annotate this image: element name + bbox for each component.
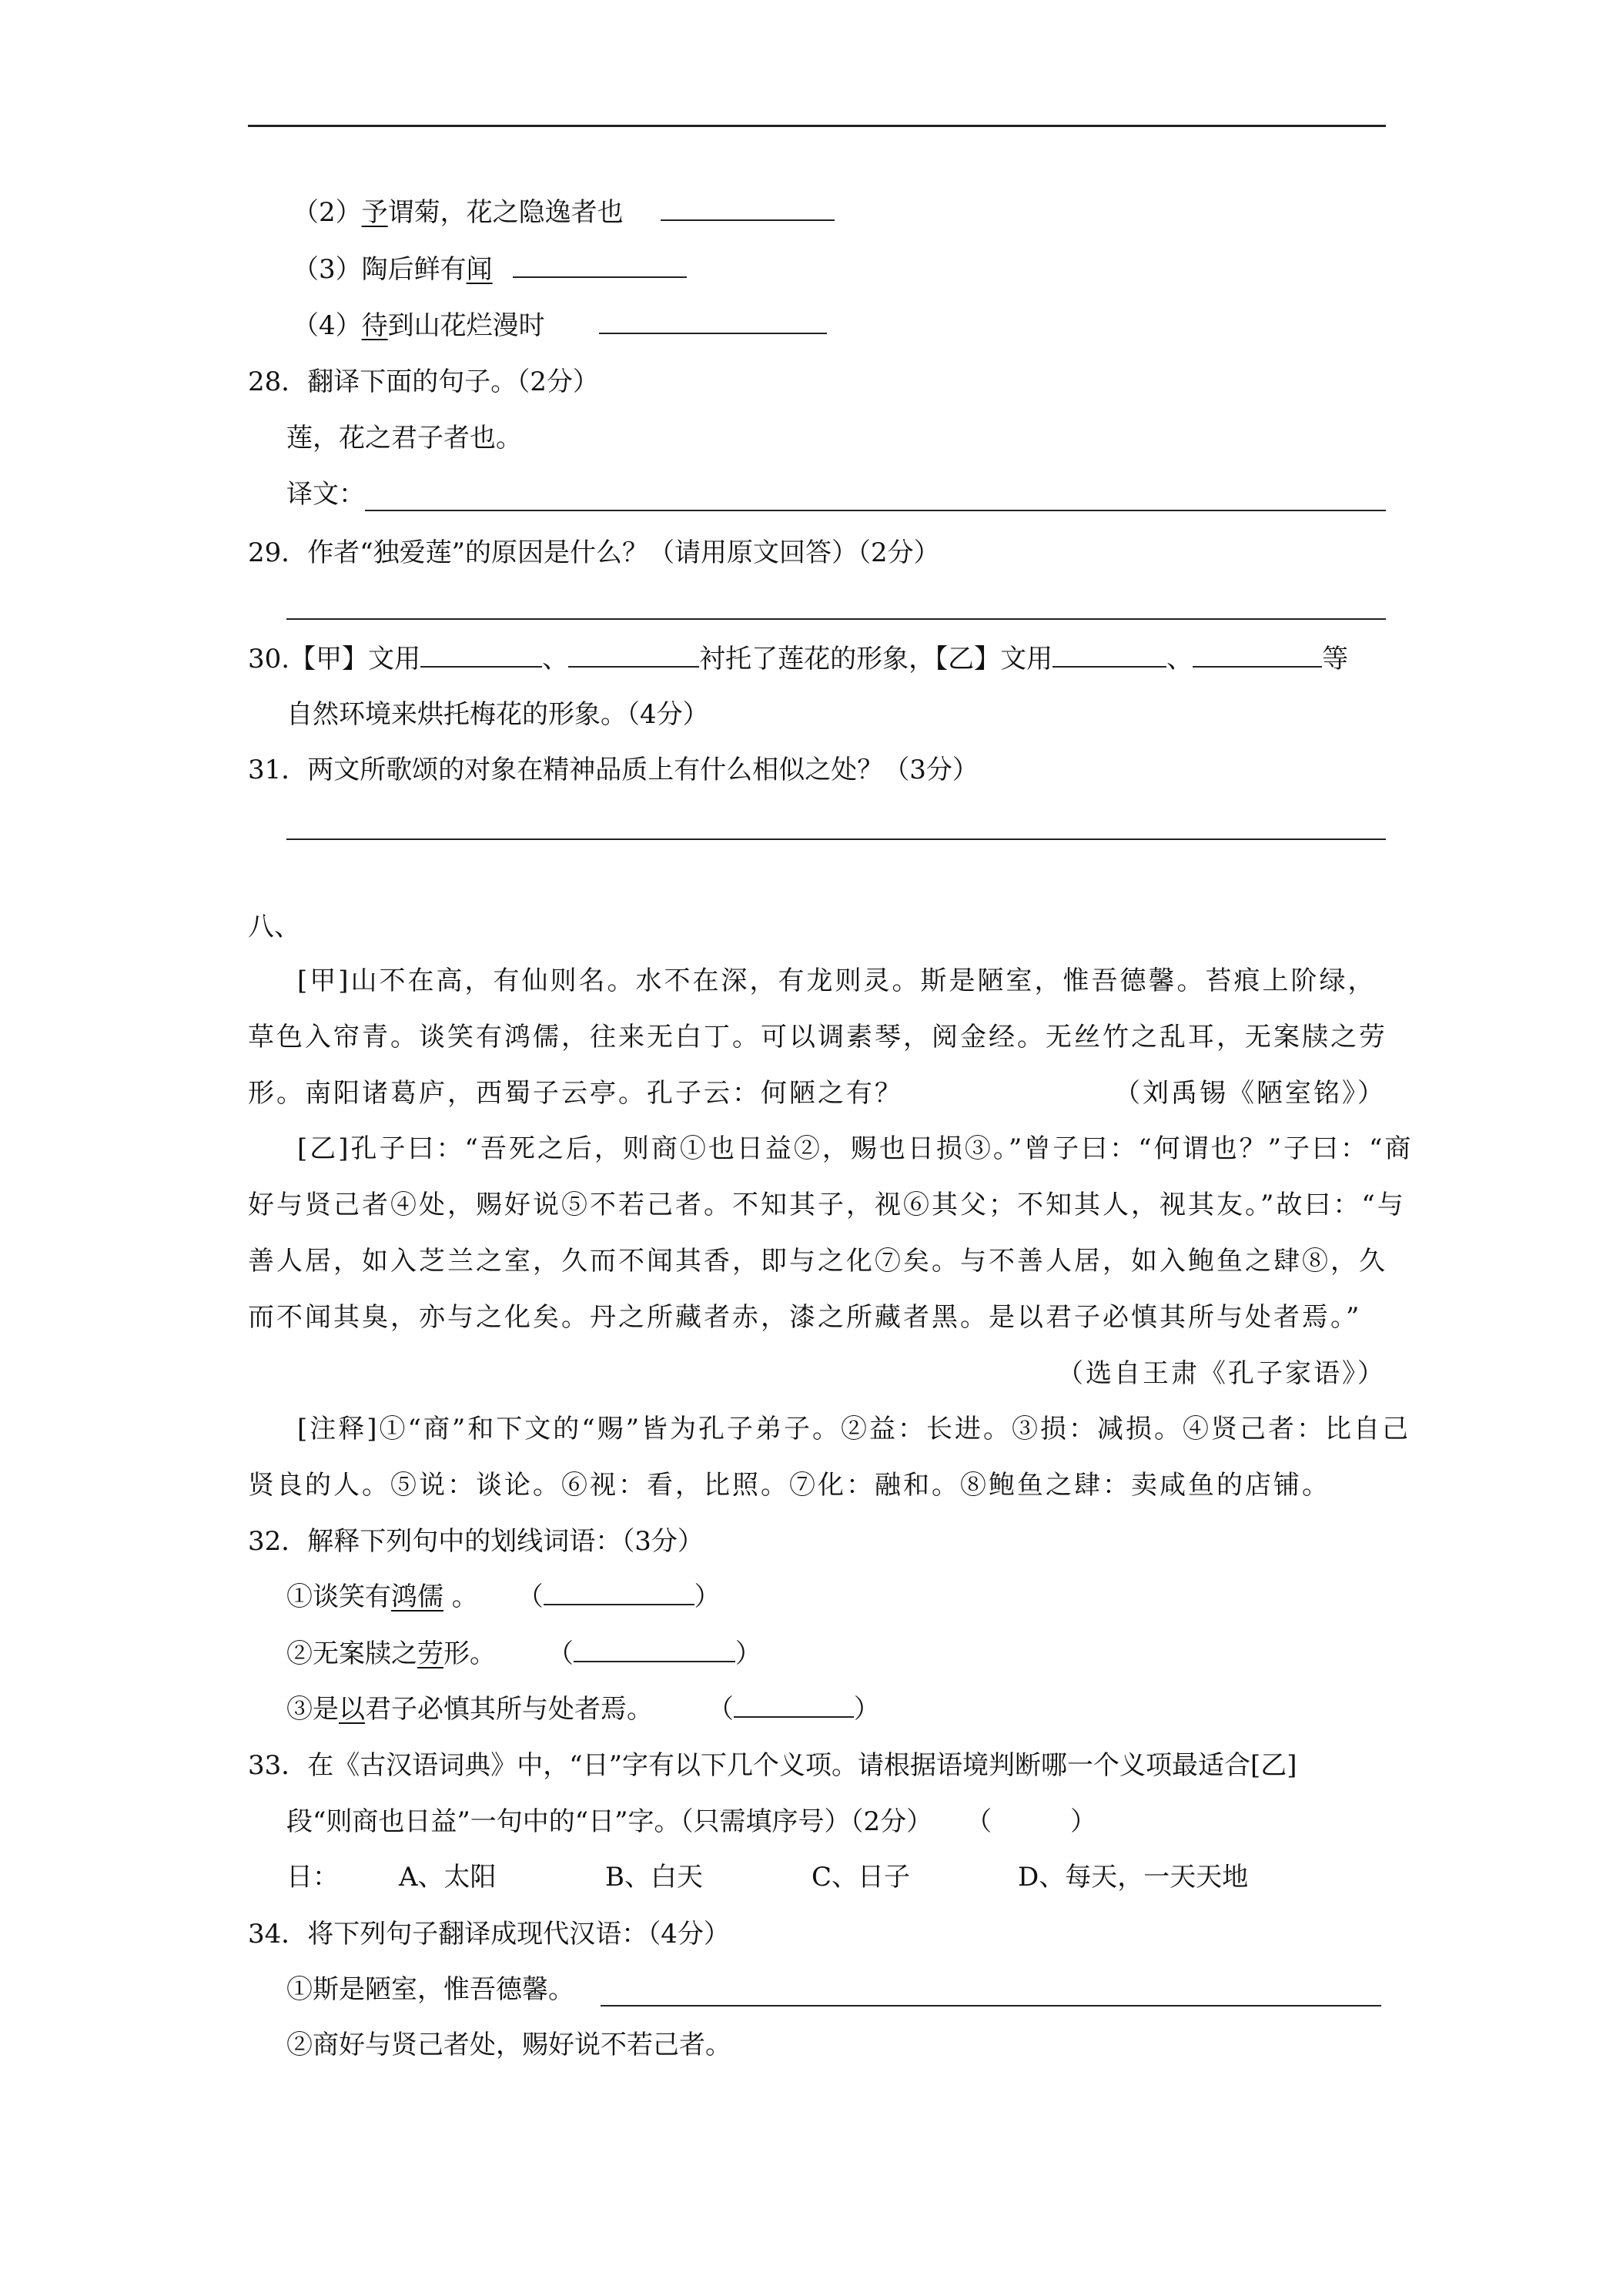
paren-close: ） xyxy=(735,1638,761,1669)
jia-line-2: 草色入帘青。谈笑有鸿儒，往来无白丁。可以调素琴，阅金经。无丝竹之乱耳，无案牍之劳 xyxy=(248,1022,1387,1053)
answer-blank[interactable] xyxy=(574,1638,735,1662)
q34-answer-line[interactable] xyxy=(601,2005,1381,2006)
q30-text: 等 xyxy=(1322,644,1349,674)
underlined-word: 鸿儒 xyxy=(391,1581,443,1612)
item-number: （3） xyxy=(293,254,362,285)
q32-item-1 xyxy=(286,1580,721,1614)
paren-open: （ xyxy=(517,1581,544,1612)
q29-answer-line[interactable] xyxy=(286,618,1386,620)
item-number: （4） xyxy=(293,310,362,341)
answer-blank[interactable] xyxy=(568,643,699,668)
item-text: 。 xyxy=(443,1581,478,1612)
notes-line-2: 贤良的人。⑤说：谈论。⑥视：看，比照。⑦化：融和。⑧鲍鱼之肆：卖咸鱼的店铺。 xyxy=(248,1470,1330,1501)
item-text: 形。 xyxy=(443,1638,496,1669)
jia-source: （刘禹锡《陋室铭》） xyxy=(1114,1078,1386,1109)
answer-blank[interactable] xyxy=(1193,643,1322,668)
yi-line-3: 善人居，如入芝兰之室，久而不闻其香，即与之化⑦矣。与不善人居，如入鲍鱼之肆⑧，久 xyxy=(248,1246,1387,1277)
item-text: 到山花烂漫时 xyxy=(387,310,545,341)
answer-blank[interactable] xyxy=(544,1581,694,1605)
q30-text: 、 xyxy=(1166,644,1193,674)
q31-answer-line[interactable] xyxy=(286,838,1386,840)
q33-option-a: A、太阳 xyxy=(399,1862,497,1893)
paren-open: （ xyxy=(707,1694,734,1725)
paren-close: ） xyxy=(853,1694,880,1725)
underlined-word: 待 xyxy=(361,310,388,341)
paren-close: ） xyxy=(694,1581,721,1612)
item-number: （2） xyxy=(293,197,362,228)
q34-item-2: ②商好与贤己者处，赐好说不若己者。 xyxy=(286,2030,731,2060)
answer-blank[interactable] xyxy=(513,253,687,278)
q32-item-3 xyxy=(286,1692,880,1726)
answer-paren[interactable]: （ ） xyxy=(979,1806,1097,1837)
q29-stem: 29．作者“独爱莲”的原因是什么？（请用原文回答）（2分） xyxy=(248,537,940,568)
underlined-word: 劳 xyxy=(417,1638,443,1669)
q33-text: 段“则商也日益”一句中的“日”字。（只需填序号）（2分） xyxy=(286,1806,933,1837)
underlined-word: 闻 xyxy=(466,254,493,285)
q28-answer-line[interactable] xyxy=(365,510,1386,511)
q27-item-4 xyxy=(293,309,827,343)
q33-line-1: 33．在《古汉语词典》中，“日”字有以下几个义项。请根据语境判断哪一个义项最适合[乙] xyxy=(248,1750,1297,1781)
jia-line-3: 形。南阳诸葛庐，西蜀子云亭。孔子云：何陋之有？ xyxy=(248,1078,903,1109)
answer-blank[interactable] xyxy=(599,310,827,334)
q34-item-1: ①斯是陋室，惟吾德馨。 xyxy=(286,1974,574,2005)
underlined-word: 予 xyxy=(361,197,388,228)
q28-stem: 28．翻译下面的句子。（2分） xyxy=(248,366,599,397)
q33-option-d: D、每天，一天天地 xyxy=(1018,1862,1249,1893)
answer-blank[interactable] xyxy=(734,1693,854,1718)
q32-stem: 32．解释下列句中的划线词语：（3分） xyxy=(248,1526,704,1557)
yi-source: （选自王肃《孔子家语》） xyxy=(1057,1358,1386,1389)
paren-open: （ xyxy=(547,1638,574,1669)
q27-item-2 xyxy=(293,196,835,229)
q30-line-1 xyxy=(248,642,1348,676)
q28-sentence: 莲，花之君子者也。 xyxy=(286,423,522,454)
q33-options-label: 日： xyxy=(286,1862,339,1893)
q28-answer-label: 译文： xyxy=(286,479,365,510)
yi-line-4: 而不闻其臭，亦与之化矣。丹之所藏者赤，漆之所藏者黑。是以君子必慎其所与处者焉。” xyxy=(248,1302,1362,1333)
item-text: ②无案牍之 xyxy=(286,1638,417,1669)
answer-blank[interactable] xyxy=(661,196,835,221)
q30-text: 衬托了莲花的形象，【乙】文用 xyxy=(699,644,1053,674)
item-text: ③是 xyxy=(286,1694,339,1725)
jia-line-1: [甲]山不在高，有仙则名。水不在深，有龙则灵。斯是陋室，惟吾德馨。苔痕上阶绿， xyxy=(297,966,1377,996)
section-heading: 八、 xyxy=(248,912,300,942)
notes-line-1: [注释]①“商”和下文的“赐”皆为孔子弟子。②益：长进。③损：减损。④贤己者：比自己 xyxy=(297,1414,1411,1444)
q33-option-b: B、白天 xyxy=(605,1862,703,1893)
item-text: ①谈笑有 xyxy=(286,1581,391,1612)
answer-blank[interactable] xyxy=(1052,643,1166,668)
yi-line-2: 好与贤己者④处，赐好说⑤不若己者。不知其子，视⑥其父；不知其人，视其友。”故曰：“与 xyxy=(248,1190,1406,1220)
q32-item-2 xyxy=(286,1637,761,1671)
q33-option-c: C、日子 xyxy=(812,1862,911,1893)
q33-line-2 xyxy=(286,1805,1096,1839)
item-text: 谓菊，花之隐逸者也 xyxy=(387,197,624,228)
q30-line-2: 自然环境来烘托梅花的形象。（4分） xyxy=(286,699,709,730)
q31-stem: 31．两文所歌颂的对象在精神品质上有什么相似之处？（3分） xyxy=(248,755,979,785)
item-text: 君子必慎其所与处者焉。 xyxy=(365,1694,653,1725)
q30-text: 、 xyxy=(542,644,569,674)
item-text: 陶后鲜有 xyxy=(361,254,467,285)
q34-stem: 34．将下列句子翻译成现代汉语：（4分） xyxy=(248,1919,730,1950)
underlined-word: 以 xyxy=(339,1694,365,1725)
answer-blank[interactable] xyxy=(420,643,542,668)
q30-text: 30.【甲】文用 xyxy=(248,644,421,674)
yi-line-1: [乙]孔子曰：“吾死之后，则商①也日益②，赐也日损③。”曾子曰：“何谓也？”子曰：“商 xyxy=(297,1133,1414,1164)
header-rule xyxy=(248,125,1386,127)
q27-item-3 xyxy=(293,253,687,286)
